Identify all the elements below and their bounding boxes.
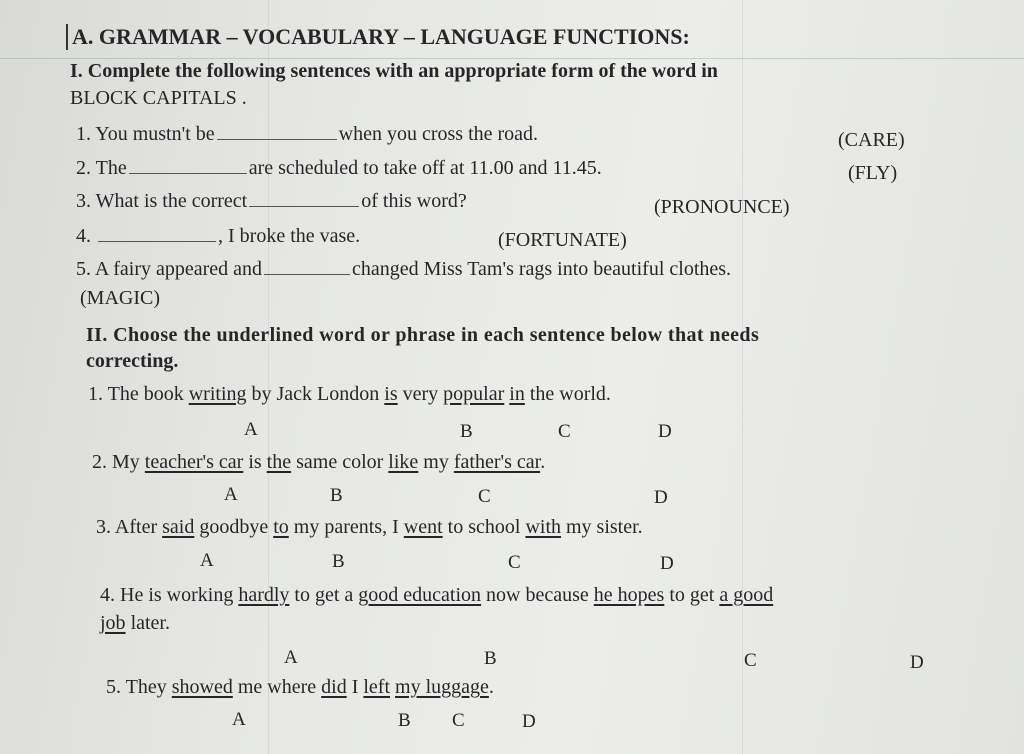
option-letter: A [200,550,214,571]
sentence-text: . [540,451,546,473]
answer-blank[interactable] [264,273,350,275]
underlined-option[interactable]: father's car [453,451,541,473]
sentence-text: is [243,451,267,473]
option-letter: C [478,486,491,507]
error-item [88,383,611,406]
sentence-text: My [112,451,145,473]
item-text-before: The [95,157,127,179]
item-text-after: of this word? [361,190,467,212]
underlined-option[interactable]: showed [171,676,233,698]
part1-instruction: I. Complete the following sentences with an appropriate form of the word in [70,60,718,82]
answer-blank[interactable] [98,240,216,242]
sentence-text: the world. [524,383,611,405]
sentence-text: I [346,676,364,698]
word-cue: (CARE) [838,129,905,151]
option-letter: B [460,421,473,442]
underlined-option[interactable]: did [321,676,347,698]
item-number: 4. [100,584,115,606]
gap-fill-item [76,157,602,180]
sentence-text: now because [481,584,594,606]
underlined-option[interactable]: my luggage [395,676,489,698]
option-letter: C [508,552,521,573]
sentence-text: to school [442,516,526,538]
gap-fill-item [76,123,538,146]
error-item [100,584,773,607]
option-letter: D [654,487,668,508]
option-letter: A [224,484,238,505]
item-text-after: when you cross the road. [338,123,539,145]
item-number: 3. [76,190,91,212]
gap-fill-item [76,225,360,248]
option-letter: C [744,650,757,671]
sentence-text: later. [125,612,170,634]
underlined-option[interactable]: left [363,676,391,698]
underlined-option[interactable]: job [100,612,126,634]
answer-blank[interactable] [129,172,247,174]
option-letter: C [558,421,571,442]
underlined-option[interactable]: hardly [238,584,290,606]
underlined-option[interactable]: he hopes [593,584,665,606]
option-letter: A [244,419,258,440]
underlined-option[interactable]: like [388,451,419,473]
gap-fill-item [76,190,467,213]
sentence-text: my sister. [561,516,643,538]
item-text-after: are scheduled to take off at 11.00 and 11.45. [248,157,602,179]
item-text-before: You mustn't be [95,123,215,145]
item-text-after: , I broke the vase. [218,225,361,247]
option-letter: D [658,421,672,442]
sentence-text: After [114,516,163,538]
sentence-text: my [418,451,454,473]
paper-crease [742,0,743,754]
sentence-text: same color [291,451,389,473]
underlined-option[interactable]: with [525,516,561,538]
underlined-option[interactable]: teacher's car [144,451,244,473]
item-text-after: changed Miss Tam's rags into beautiful clothes. [352,258,732,280]
sentence-text: goodbye [194,516,274,538]
item-number: 2. [76,157,91,179]
error-item [96,516,643,539]
underlined-option[interactable]: the [266,451,292,473]
underlined-option[interactable]: good education [358,584,482,606]
option-letter: B [330,485,343,506]
word-cue: (FORTUNATE) [498,229,627,251]
part1-instruction-cont: BLOCK CAPITALS . [70,87,247,109]
option-letter: B [398,710,411,731]
word-cue: (PRONOUNCE) [654,196,790,218]
item-number: 3. [96,516,111,538]
sentence-text: very [397,383,444,405]
error-item [106,676,494,699]
item-number: 5. [106,676,121,698]
underlined-option[interactable]: in [509,383,525,405]
word-cue: (MAGIC) [80,287,160,309]
sentence-text: to get a [289,584,359,606]
option-letter: B [484,648,497,669]
underlined-option[interactable]: a good [719,584,774,606]
option-letter: B [332,551,345,572]
underlined-option[interactable]: to [273,516,289,538]
sentence-text: my parents, I [288,516,404,538]
option-letter: D [910,652,924,673]
option-letter: C [452,710,465,731]
underlined-option[interactable]: went [403,516,443,538]
underlined-option[interactable]: is [384,383,398,405]
error-item [92,451,545,474]
answer-blank[interactable] [249,205,359,207]
error-item-cont [100,612,170,635]
sentence-text: . [488,676,494,698]
section-a-heading: A. GRAMMAR – VOCABULARY – LANGUAGE FUNCTIONS: [66,24,690,50]
item-number: 1. [76,123,91,145]
sentence-text: They [125,676,172,698]
sentence-text: to get [664,584,720,606]
word-cue: (FLY) [848,162,898,184]
sentence-text: me where [232,676,322,698]
item-number: 4. [76,225,91,247]
item-number: 1. [88,383,103,405]
underlined-option[interactable]: popular [443,383,505,405]
item-text-before: What is the correct [95,190,248,212]
option-letter: D [522,711,536,732]
fold-line [0,58,1024,59]
gap-fill-item [76,258,731,281]
sentence-text: The book [107,383,189,405]
option-letter: A [284,647,298,668]
underlined-option[interactable]: writing [188,383,247,405]
sentence-text: He is working [120,584,239,606]
sentence-text: by Jack London [246,383,385,405]
item-number: 5. [76,258,91,280]
item-text-before: A fairy appeared and [94,258,263,280]
item-number: 2. [92,451,107,473]
answer-blank[interactable] [217,138,337,140]
paper-crease [268,0,269,754]
part2-instruction-cont: correcting. [86,350,179,372]
option-letter: A [232,709,246,730]
option-letter: D [660,553,674,574]
underlined-option[interactable]: said [162,516,195,538]
part2-instruction: II. Choose the underlined word or phrase in each sentence below that needs [86,324,760,346]
